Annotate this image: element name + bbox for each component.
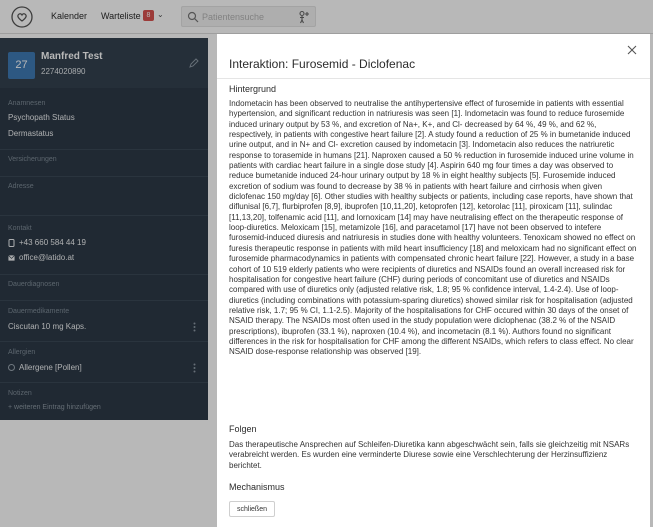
adresse-label: Adresse: [8, 183, 34, 190]
dauermedikamente-label: Dauermedikamente: [8, 308, 70, 315]
modal-title: Interaktion: Furosemid - Diclofenac: [229, 57, 416, 71]
close-button[interactable]: schließen: [229, 501, 275, 517]
patient-name: Manfred Test: [41, 51, 103, 62]
dauerdiagnosen-label: Dauerdiagnosen: [8, 281, 60, 288]
hintergrund-text: Indometacin has been observed to neutralise the antihypertensive effect of furosemide in patients with essential hypertension, and significant reduction in natriuresis was seen [1]. Indometacin was found to reduce furosemide induced urinary output by 53 %, and excretion of Na+, K+, and Cl- decreased by 64 %, 49 %, and 62 %, respectively, in patients with congestive heart failure [2]. A study found a reduction of 25 % in bumetanide induced urine output, and in N+ and Cl- excretion caused by indometacin [3]. Indometacin also reduces the natriuretic response to torasemide in humans [21]. Naproxen caused a 50 % reduction in furosemide induced urine volume in patients with cardiac heart failure in a single dose study [4]. Aspirin 640 mg four times a day was observed to reduce bumetanide induced 24-hour urinary output by 18 % in eight healthy subjects [5]. Furosemide induced excretion of sodium was found to decrease by 38 % in patients with heart failure and cirrhosis when given diclofenac 150 mg/day [6]. Other studies with healthy subjects or patients, including case reports, have shown that diflunisal [6,7], flurbiprofen [8,9], ibuprofen [10,11,20], ketoprofen [12], ketorolac [11], piroxicam [11], sulindac [11,13,20], tolfenamic acid [11], and lornoxicam [14] may have neutralising effect on the therapeutic response of loop-diuretics. Meloxicam [15], metamizole [16], and paracetamol [17] have not been observed to intefere furosemid-induced diuresis and natriuresis in studies done with healthy volunteers. Tenoxicam showed no effect on furesis therapeutic response in patients with mild heart insufficiency [18] and meloxicam had no significant effect on furosemide pharmacodynamics in patients with compensated chronic heart failure [22]. However, a study in a base cohort of 10 519 elderly patients who were recipients of diuretics and NSAIDs found an overall increased risk for hospitalisation for congestive heart failure (CHF) during periods of concomitant use of diuretics and NSAIDs compared with use of diuretics only (adjusted relative risk, 1.8; 95 % confidence interval, 1.4-2.4). Use of loop-diuretics (including combinations with potassium-sparing diuretics) showed similar risk for hospitalisation (adjusted relative risk, 1.7; 95 % CI, 1.1-2.5). Majority of the hospitalisations for CHF occured within 30 days of the onset of NSAID therapy. The NSAIDs most often used in the study population were diclophenac (38.2 % of the NSAID prescriptions), ibuprofen (33.1 %), naproxen (10.4 %), and incometacin (8.1 %). Authors found no significant differences in the risk for hospitalisation for CHF among the different NSAIDs, which refers to class effect. No clear NSAID dose-response relationship was observed [19].: [229, 99, 637, 357]
allergien-label: Allergien: [8, 349, 36, 356]
anamnese-item[interactable]: Dermastatus: [8, 129, 54, 138]
avatar: 27: [8, 52, 35, 79]
interaction-modal: [217, 34, 650, 527]
contact-email[interactable]: office@latido.at: [19, 253, 75, 262]
warteliste-count-badge: 8: [143, 10, 154, 21]
versicherungen-label: Versicherungen: [8, 156, 57, 163]
allergy-item[interactable]: Allergene [Pollen]: [19, 363, 82, 372]
nav-warteliste[interactable]: Warteliste: [101, 11, 141, 21]
contact-phone[interactable]: +43 660 584 44 19: [19, 238, 86, 247]
patient-id: 2274020890: [41, 67, 86, 76]
hintergrund-heading: Hintergrund: [229, 84, 277, 94]
add-note-link[interactable]: + weiteren Eintrag hinzufügen: [8, 404, 101, 411]
header-divider: [217, 78, 650, 79]
medication-item[interactable]: Ciscutan 10 mg Kaps.: [8, 322, 87, 331]
notizen-label: Notizen: [8, 390, 32, 397]
anamnesen-label: Anamnesen: [8, 100, 46, 107]
kontakt-label: Kontakt: [8, 225, 32, 232]
mechanismus-heading: Mechanismus: [229, 482, 285, 492]
anamnese-item[interactable]: Psychopath Status: [8, 113, 75, 122]
chevron-down-icon[interactable]: ⌄: [157, 10, 164, 19]
folgen-text: Das therapeutische Ansprechen auf Schleifen-Diuretika kann abgeschwächt sein, falls sie gleichzeitig mit NSARs verabreicht werden. Es wurden eine verminderte Diurese sowie eine Verschlechterung der Herzinsuffizienz berichtet.: [229, 440, 630, 470]
folgen-heading: Folgen: [229, 424, 257, 434]
close-icon[interactable]: [627, 45, 637, 55]
nav-kalender[interactable]: Kalender: [51, 11, 88, 21]
